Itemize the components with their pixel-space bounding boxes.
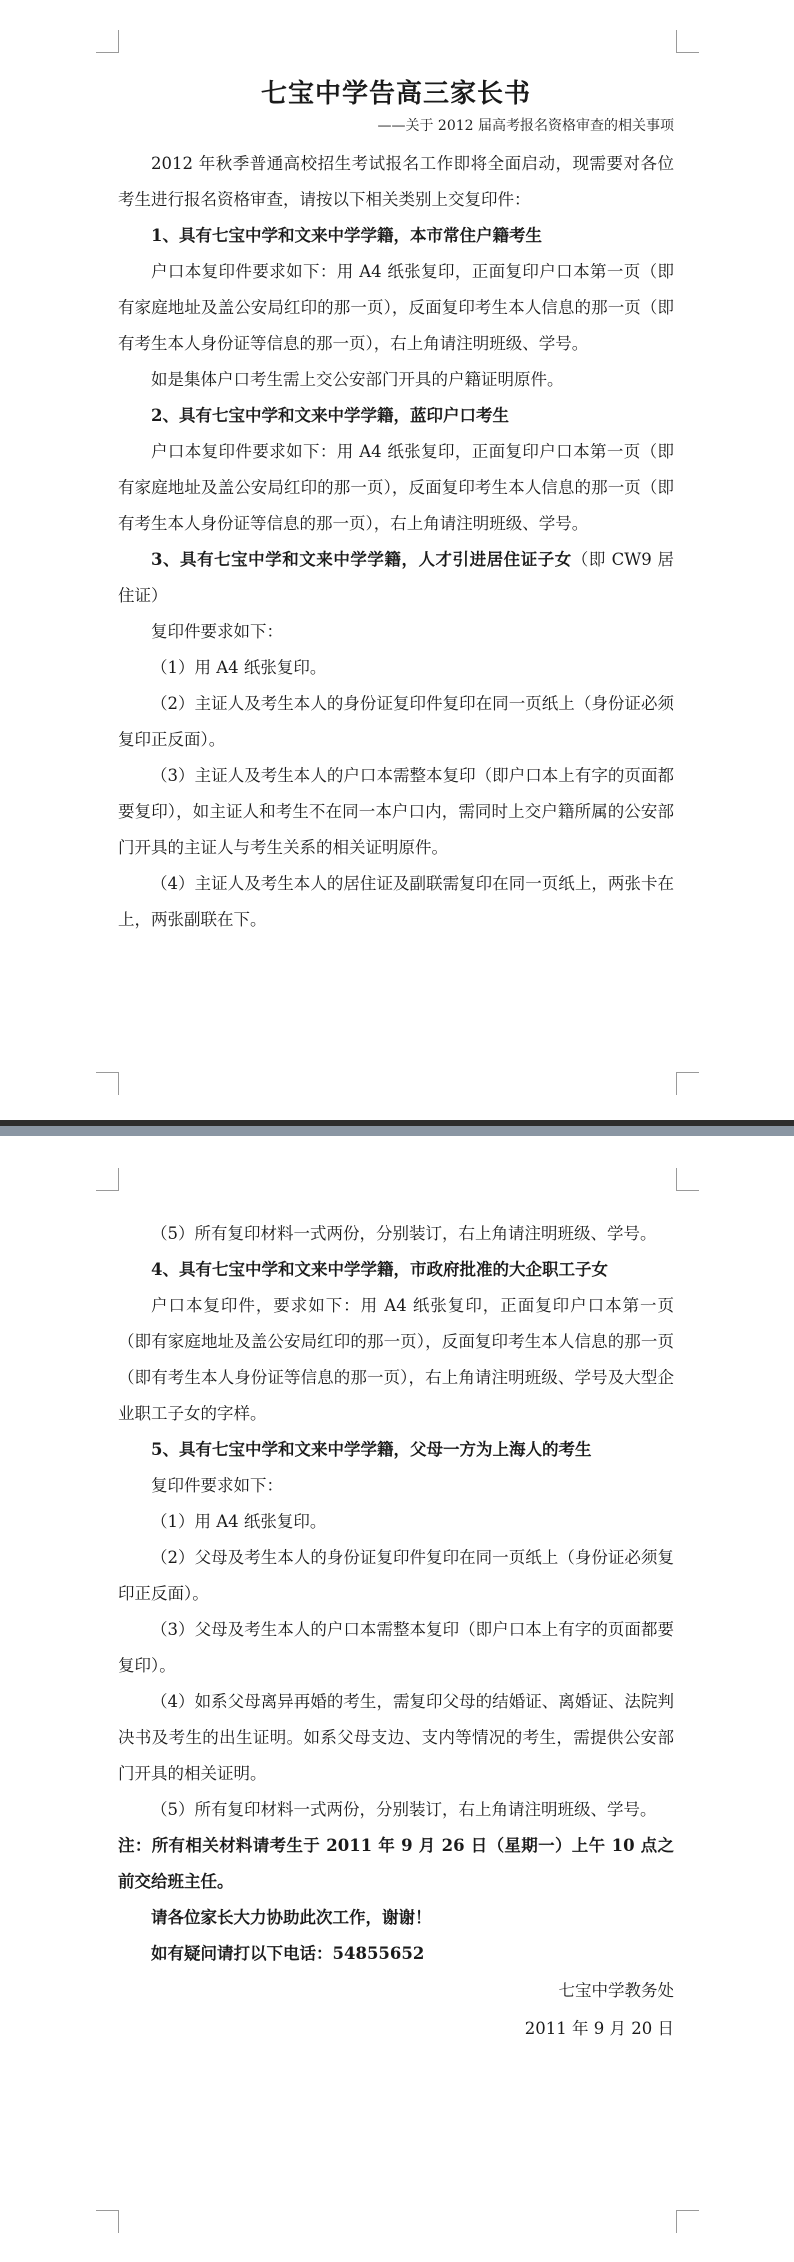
section-1-paragraph: 户口本复印件要求如下：用 A4 纸张复印，正面复印户口本第一页（即有家庭地址及盖公安局红印的那一页），反面复印考生本人信息的那一页（即有考生本人身份证等信息的那一页），右上角请注明班级、学号。 [118,262,674,353]
intro-paragraph: 2012 年秋季普通高校招生考试报名工作即将全面启动，现需要对各位考生进行报名资格审查，请按以下相关类别上交复印件： [118,154,674,209]
signature-office: 七宝中学教务处 [558,1981,674,2000]
section-1-note: 如是集体户口考生需上交公安部门开具的户籍证明原件。 [151,370,564,389]
document-page-2 [0,1138,794,2262]
section-3-heading [118,542,674,614]
crop-mark [676,1168,699,1191]
crop-mark [676,30,699,53]
section-1-heading: 1、具有七宝中学和文来中学学籍，本市常住户籍考生 [151,226,542,245]
page-separator [0,1118,794,1138]
section-5-item-1: （1）用 A4 纸张复印。 [151,1512,327,1531]
section-2-paragraph: 户口本复印件要求如下：用 A4 纸张复印，正面复印户口本第一页（即有家庭地址及盖公安局红印的那一页），反面复印考生本人信息的那一页（即有考生本人身份证等信息的那一页），右上角请注明班级、学号。 [118,442,674,533]
section-3-heading-tail: （即 CW9 居住证） [118,550,674,605]
section-4-paragraph: 户口本复印件，要求如下：用 A4 纸张复印，正面复印户口本第一页（即有家庭地址及盖公安局红印的那一页），反面复印考生本人信息的那一页（即有考生本人身份证等信息的那一页），右上角请注明班级、学号及大型企业职工子女的字样。 [118,1296,674,1423]
thanks-line: 请各位家长大力协助此次工作，谢谢！ [151,1908,432,1927]
section-3-item-4: （4）主证人及考生本人的居住证及副联需复印在同一页纸上，两张卡在上，两张副联在下。 [118,874,674,929]
document-subtitle: ——关于 2012 届高考报名资格审查的相关事项 [377,118,674,134]
section-4-heading: 4、具有七宝中学和文来中学学籍，市政府批准的大企职工子女 [151,1260,608,1279]
document-title: 七宝中学告高三家长书 [260,79,531,109]
crop-mark [676,2210,699,2233]
section-3-item-5: （5）所有复印材料一式两份，分别装订，右上角请注明班级、学号。 [151,1224,657,1243]
section-3-item-2: （2）主证人及考生本人的身份证复印件复印在同一页纸上（身份证必须复印正反面）。 [118,694,674,749]
section-5-item-5: （5）所有复印材料一式两份，分别装订，右上角请注明班级、学号。 [151,1800,657,1819]
signature-date: 2011 年 9 月 20 日 [524,2019,674,2038]
section-5-item-2: （2）父母及考生本人的身份证复印件复印在同一页纸上（身份证必须复印正反面）。 [118,1548,674,1603]
deadline-note: 注：所有相关材料请考生于 2011 年 9 月 26 日（星期一）上午 10 点之前交给班主任。 [118,1836,674,1891]
section-3-item-3: （3）主证人及考生本人的户口本需整本复印（即户口本上有字的页面都要复印），如主证人和考生不在同一本户口内，需同时上交户籍所属的公安部门开具的主证人与考生关系的相关证明原件。 [118,766,674,857]
crop-mark [676,1072,699,1095]
section-3-requirement: 复印件要求如下： [151,622,283,641]
contact-phone: 如有疑问请打以下电话：54855652 [151,1944,425,1963]
section-5-requirement: 复印件要求如下： [151,1476,283,1495]
section-3-heading-bold: 3、具有七宝中学和文来中学学籍，人才引进居住证子女 [151,550,572,569]
crop-mark [96,30,119,53]
section-2-heading: 2、具有七宝中学和文来中学学籍，蓝印户口考生 [151,406,509,425]
crop-mark [96,1168,119,1191]
section-5-item-4: （4）如系父母离异再婚的考生，需复印父母的结婚证、离婚证、法院判决书及考生的出生证明。如系父母支边、支内等情况的考生，需提供公安部门开具的相关证明。 [118,1692,674,1783]
section-5-heading: 5、具有七宝中学和文来中学学籍，父母一方为上海人的考生 [151,1440,592,1459]
section-3-item-1: （1）用 A4 纸张复印。 [151,658,327,677]
crop-mark [96,2210,119,2233]
document-page-1 [0,0,794,1118]
page-2-body [118,1216,674,2048]
page-1-body [118,74,674,938]
crop-mark [96,1072,119,1095]
section-5-item-3: （3）父母及考生本人的户口本需整本复印（即户口本上有字的页面都要复印）。 [118,1620,674,1675]
